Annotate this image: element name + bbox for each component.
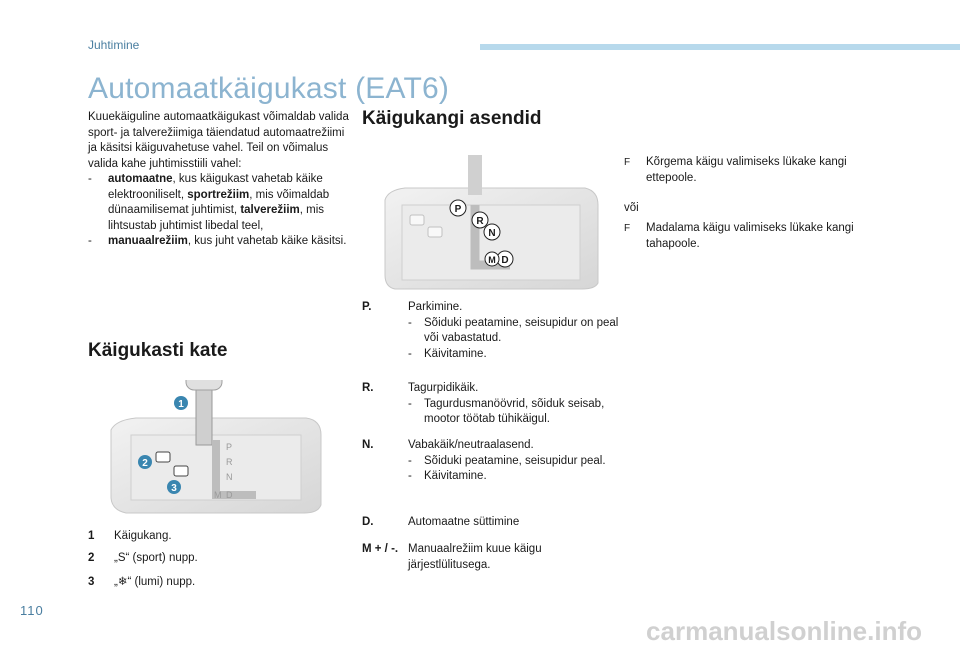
gate-letter: N: [488, 228, 496, 239]
gate-letter: P: [454, 204, 462, 215]
list-text: , kus juht vahetab käike käsitsi.: [187, 235, 347, 247]
definition-sub: - Käivitamine.: [408, 470, 487, 482]
svg-text:3: 3: [171, 483, 177, 494]
definition-term: R.: [362, 382, 374, 394]
definition-term: D.: [362, 516, 374, 528]
legend-item: [88, 530, 172, 542]
gate-letter: P: [226, 442, 233, 452]
arrow-icon: F: [624, 223, 631, 234]
gate-letter: N: [226, 472, 233, 482]
legend-item: [88, 574, 195, 588]
list-text: , mis võimaldab dünaamilisemat juhtimist,: [108, 188, 330, 216]
definition-term: N.: [362, 439, 374, 451]
list-dash: -: [88, 235, 92, 247]
gear-positions-illustration: [380, 155, 600, 290]
definition-term: P.: [362, 301, 372, 313]
definition-sub: - Sõiduki peatamine, seisupidur on peal või vabastatud.: [408, 316, 619, 344]
section-label: Juhtimine: [88, 38, 140, 52]
or-text: või: [624, 202, 639, 214]
definition-sub: - Sõiduki peatamine, seisupidur peal.: [408, 454, 606, 467]
heading-gearbox-cover: Käigukasti kate: [88, 340, 228, 361]
legend-text: „S“ (sport) nupp.: [114, 552, 198, 564]
gate-letter: D: [501, 255, 509, 266]
legend-number: 2: [88, 552, 95, 564]
heading-gear-positions: Käigukangi asendid: [362, 108, 542, 129]
legend-number: 1: [88, 530, 95, 542]
list-text: , kus käigukast vahetab käike elektrooniliselt,: [108, 173, 323, 201]
list-item: [88, 172, 353, 234]
definition-body: [408, 542, 622, 573]
watermark: carmanualsonline.info: [646, 616, 922, 646]
definition-desc: Tagurpidikäik.: [408, 382, 479, 394]
tip-text: Kõrgema käigu valimiseks lükake kangi ettepoole.: [646, 156, 847, 184]
svg-text:1: 1: [178, 399, 184, 410]
definition-body: [408, 381, 622, 428]
callout-3: [167, 480, 181, 494]
definition-term: M + / -.: [362, 543, 399, 555]
legend-text: Käigukang.: [114, 530, 172, 542]
intro-list: [88, 172, 353, 250]
callout-1: [174, 396, 188, 410]
svg-text:2: 2: [142, 458, 148, 469]
page-title: Automaatkäigukast (EAT6): [88, 72, 450, 105]
gate-letter: M: [488, 255, 496, 265]
list-dash: -: [88, 173, 92, 185]
definition-desc: Automaatne süttimine: [408, 516, 520, 528]
legend-number: 3: [88, 576, 95, 588]
definition-body: [408, 300, 622, 362]
legend-text: „❄“ (lumi) nupp.: [114, 576, 196, 588]
header-accent-bar: [480, 44, 960, 50]
definition-desc: Vabakäik/neutraalasend.: [408, 439, 534, 451]
term-sport: sportrežiim: [187, 188, 250, 201]
term-manual: manuaalrežiim: [108, 235, 188, 247]
term-winter: talverežiim: [240, 204, 300, 216]
definition-desc: Manuaalrežiim kuue käigu järjestlülitusega.: [408, 543, 542, 571]
definition-desc: Parkimine.: [408, 301, 463, 313]
tip-text: Madalama käigu valimiseks lükake kangi tahapoole.: [646, 222, 854, 250]
gate-letter: M: [214, 490, 222, 500]
gate-letter: R: [226, 457, 233, 467]
callout-2: [138, 455, 152, 469]
definition-sub: - Tagurdusmanöövrid, sõiduk seisab, mootor töötab tühikäigul.: [408, 397, 605, 425]
gate-letter: R: [476, 216, 484, 227]
term-automatic: automaatne: [108, 173, 173, 185]
list-item: [88, 234, 353, 250]
gate-letter: D: [226, 490, 233, 500]
gearbox-cover-illustration: [106, 380, 326, 515]
list-text: , mis lihtsustab juhtimist libedal teel,: [108, 204, 325, 232]
legend-item: [88, 552, 198, 564]
definition-body: [408, 515, 622, 531]
definition-body: [408, 438, 622, 485]
arrow-icon: F: [624, 157, 631, 168]
intro-paragraph: Kuuekäiguline automaatkäigukast võimaldab valida sport- ja talverežiimiga täiendatud automaatrežiimi ja käsitsi käiguvahetuse vahel. Teil on võimalus valida kahe juhtimisstiili vahel:: [88, 111, 349, 170]
page-number: 110: [20, 603, 44, 618]
definition-sub: - Käivitamine.: [408, 347, 487, 360]
